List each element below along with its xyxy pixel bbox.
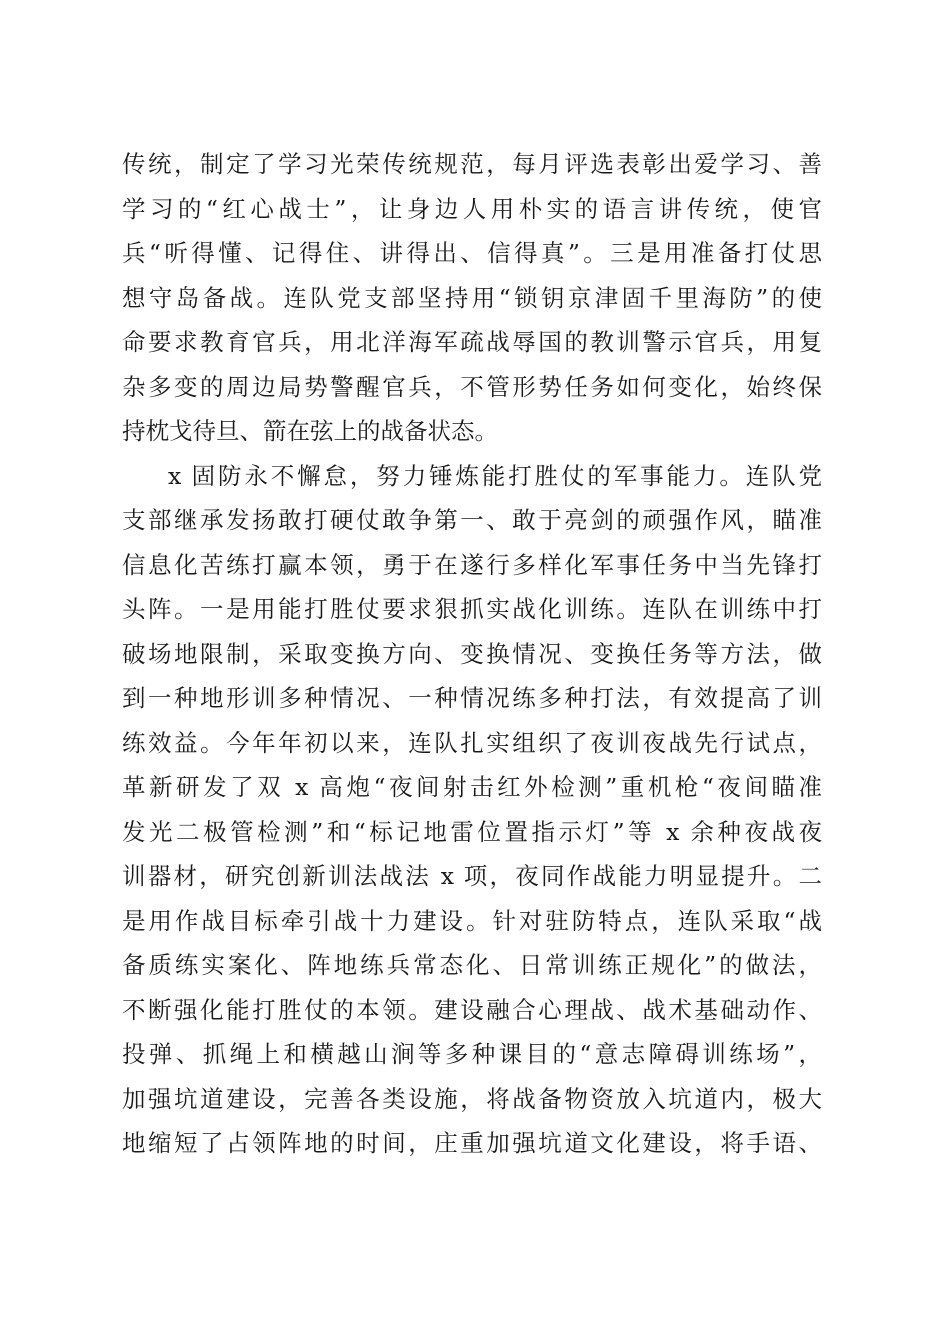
text-line: 命要求教育官兵，用北洋海军疏战辱国的教训警示官兵，用复 (122, 328, 822, 356)
text-line: 头阵。一是用能打胜仗要求狠抓实战化训练。连队在训练中打 (122, 595, 822, 623)
text-line: 想守岛备战。连队党支部坚持用“锁钥京津固千里海防”的使 (122, 284, 822, 312)
text-line: 到一种地形训多种情况、一种情况练多种打法，有效提高了训 (122, 684, 822, 712)
text-line: 学习的“红心战士”，让身边人用朴实的语言讲传统，使官 (122, 195, 822, 223)
text-line: 破场地限制，采取变换方向、变换情况、变换任务等方法，做 (122, 640, 822, 668)
text-line: 备质练实案化、阵地练兵常态化、日常训练正规化”的做法， (122, 951, 822, 979)
text-line: 训器材，研究创新训法战法 x 项，夜同作战能力明显提升。二 (122, 862, 822, 890)
text-line: 革新研发了双 x 高炮“夜间射击红外检测”重机枪“夜间瞄准 (122, 773, 822, 801)
paragraph-first-line: x 固防永不懈怠，努力锤炼能打胜仗的军事能力。连队党 (168, 462, 822, 490)
text-line: 传统，制定了学习光荣传统规范，每月评选表彰出爱学习、善 (122, 150, 822, 178)
text-line: 练效益。今年年初以来，连队扎实组织了夜训夜战先行试点， (122, 729, 822, 757)
text-line: 兵“听得懂、记得住、讲得出、信得真”。三是用准备打仗思 (122, 239, 822, 267)
text-line: 杂多变的周边局势警醒官兵，不管形势任务如何变化，始终保 (122, 373, 822, 401)
text-line: 不断强化能打胜仗的本领。建设融合心理战、战术基础动作、 (122, 996, 822, 1024)
text-line: 地缩短了占领阵地的时间，庄重加强坑道文化建设，将手语、 (122, 1129, 822, 1157)
text-line: 持枕戈待旦、箭在弦上的战备状态。 (122, 417, 498, 445)
text-line: 支部继承发扬敢打硬仗敢争第一、敢于亮剑的顽强作风，瞄准 (122, 506, 822, 534)
text-line: 加强坑道建设，完善各类设施，将战备物资放入坑道内，极大 (122, 1085, 822, 1113)
text-line: 发光二极管检测”和“标记地雷位置指示灯”等 x 余种夜战夜 (122, 818, 822, 846)
text-line: 是用作战目标牵引战十力建设。针对驻防特点，连队采取“战 (122, 907, 822, 935)
text-line: 信息化苦练打赢本领，勇于在遂行多样化军事任务中当先锋打 (122, 551, 822, 579)
text-line: 投弹、抓绳上和横越山涧等多种课目的“意志障碍训练场”， (122, 1040, 822, 1068)
